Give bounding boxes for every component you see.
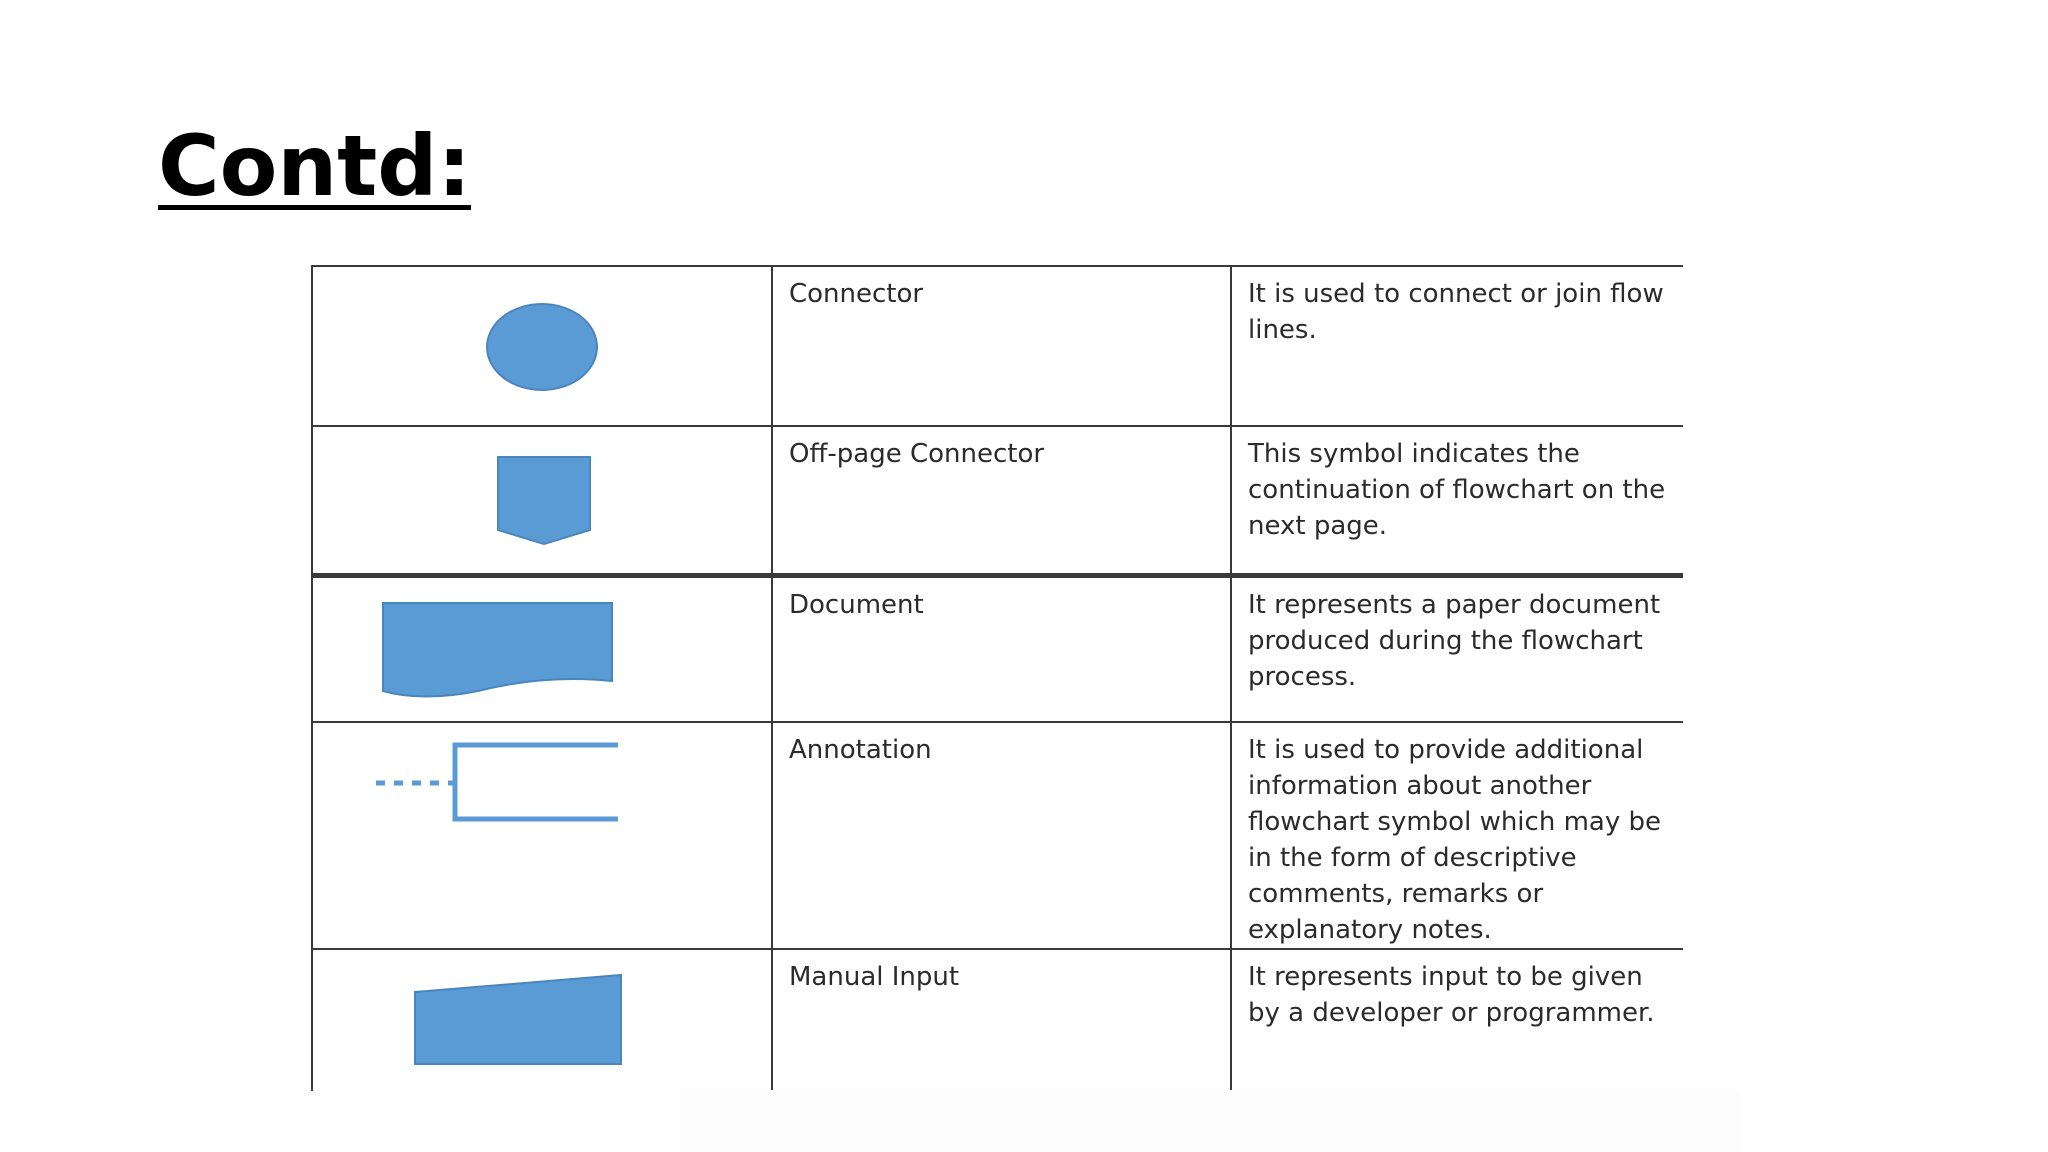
connector-circle-icon bbox=[313, 267, 771, 425]
symbol-name-cell bbox=[772, 949, 1231, 1091]
symbol-description-cell bbox=[1231, 949, 1683, 1091]
symbol-name: Document bbox=[789, 590, 924, 620]
symbol-description-cell bbox=[1231, 576, 1683, 723]
symbol-name-cell bbox=[772, 266, 1231, 426]
symbol-name: Annotation bbox=[789, 735, 932, 765]
symbol-description-cell bbox=[1231, 266, 1683, 426]
symbol-name-cell bbox=[772, 576, 1231, 723]
table-row bbox=[312, 426, 1683, 576]
symbol-cell bbox=[312, 576, 772, 723]
off-page-connector-icon bbox=[313, 427, 771, 573]
manual-input-icon bbox=[313, 950, 771, 1091]
symbols-table bbox=[311, 265, 1683, 1091]
table-row bbox=[312, 722, 1683, 949]
symbol-description: It represents a paper document produced during the flowchart process. bbox=[1248, 590, 1661, 692]
annotation-bracket-icon bbox=[313, 723, 771, 939]
symbol-description: It represents input to be given by a developer or programmer. bbox=[1248, 962, 1655, 1028]
symbol-description: It is used to connect or join flow lines. bbox=[1248, 279, 1664, 345]
symbol-cell bbox=[312, 949, 772, 1091]
symbol-description-cell bbox=[1231, 722, 1683, 949]
symbol-name-cell bbox=[772, 426, 1231, 576]
symbol-description-cell bbox=[1231, 426, 1683, 576]
symbol-cell bbox=[312, 722, 772, 949]
table-row bbox=[312, 266, 1683, 426]
table-row bbox=[312, 576, 1683, 723]
symbol-name: Manual Input bbox=[789, 962, 960, 992]
symbol-description: This symbol indicates the continuation of flowchart on the next page. bbox=[1248, 439, 1666, 541]
symbol-cell bbox=[312, 426, 772, 576]
symbol-name: Connector bbox=[789, 279, 924, 309]
symbol-cell bbox=[312, 266, 772, 426]
symbol-name: Off-page Connector bbox=[789, 439, 1045, 469]
bottom-overlay bbox=[680, 1090, 1740, 1152]
symbol-name-cell bbox=[772, 722, 1231, 949]
slide-title: Contd: bbox=[158, 117, 472, 215]
document-icon bbox=[313, 578, 771, 721]
flowchart-symbols-table bbox=[311, 265, 1683, 1091]
table-row bbox=[312, 949, 1683, 1091]
symbol-description: It is used to provide additional information about another flowchart symbol which may be in the form of descriptive comments, remarks or explanatory notes. bbox=[1248, 735, 1661, 945]
